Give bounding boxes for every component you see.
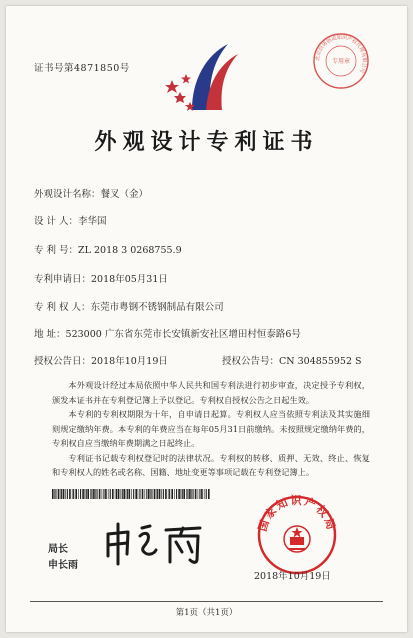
- design-name-row: [34, 186, 148, 200]
- svg-text:北京信诺创成知识产权代理有限公司: [314, 34, 368, 74]
- barcode-bar: [123, 489, 125, 499]
- barcode-bar: [72, 489, 73, 499]
- barcode-bar: [58, 489, 60, 499]
- barcode-bar: [118, 489, 120, 499]
- cnipa-logo-icon: [162, 40, 246, 116]
- barcode-bar: [145, 489, 146, 499]
- grant-date-label: 授权公告日：: [34, 356, 92, 367]
- barcode-bar: [127, 489, 128, 499]
- barcode-bar: [67, 489, 68, 499]
- designer-label: 设 计 人：: [34, 216, 79, 227]
- barcode-bar: [129, 489, 131, 499]
- barcode-bar: [63, 489, 65, 499]
- barcode-bar: [204, 489, 205, 499]
- barcode-bar: [122, 489, 123, 499]
- barcode-bar: [133, 489, 134, 499]
- barcode-bar: [178, 489, 180, 499]
- body-paragraph: 专利证书记载专利权登记时的法律状况。专利权的转移、质押、无效、终止、恢复和专利权人的姓名或名称、国籍、地址变更等事项记载在专利登记簿上。: [52, 452, 370, 477]
- stamp-date: 2018年10月19日: [254, 571, 331, 582]
- barcode-bar: [156, 489, 157, 499]
- barcode-bar: [78, 489, 79, 499]
- certificate-body: [52, 378, 370, 480]
- barcode-bar: [115, 489, 116, 499]
- barcode-bar: [206, 489, 207, 499]
- barcode-bar: [95, 489, 96, 499]
- grant-date-row: [34, 353, 168, 367]
- grant-number-row: [222, 353, 362, 367]
- barcode-bar: [55, 489, 56, 499]
- barcode-bar: [73, 489, 74, 499]
- barcode-bar: [199, 489, 200, 499]
- cnipa-official-stamp: [255, 493, 339, 577]
- grant-date-value: 2018年10月19日: [91, 356, 168, 367]
- barcode-bar: [54, 489, 55, 499]
- barcode-bar: [174, 489, 175, 499]
- barcode-bar: [93, 489, 95, 499]
- barcode-bar: [108, 489, 109, 499]
- director-signature: [100, 514, 210, 574]
- barcode-bar: [105, 489, 107, 499]
- barcode-bar: [75, 489, 77, 499]
- barcode-bar: [86, 489, 87, 499]
- barcode-bar: [150, 489, 151, 499]
- grant-number-value: CN 304855952 S: [279, 356, 362, 367]
- stamp-text: 国家知识产权局: [255, 494, 339, 533]
- barcode-bar: [186, 489, 187, 499]
- barcode-bar: [198, 489, 199, 499]
- barcode-bar: [154, 489, 156, 499]
- svg-text:国家知识产权局: [255, 493, 338, 533]
- page-number: 第1页（共1页）: [175, 608, 238, 618]
- barcode-bar: [116, 489, 117, 499]
- certificate-number: 证书号第4871850号: [34, 63, 130, 74]
- barcode-bar: [131, 489, 132, 499]
- official-name: 申长雨: [48, 560, 78, 571]
- patent-number-row: [34, 242, 182, 256]
- designer-value: 李华国: [78, 216, 107, 227]
- body-paragraph: 本专利的专利权期限为十年，自申请日起算。专利权人应当依照专利法及其实施细则规定缴纳年费。本专利的年费应当在每年05月31日前缴纳。未按照规定缴纳年费的，专利权自应当缴纳年费期满之日起终止。: [52, 409, 370, 448]
- footer-divider: [30, 601, 383, 602]
- barcode-bar: [102, 489, 103, 499]
- barcode-bar: [60, 489, 61, 499]
- grant-number-label: 授权公告号：: [222, 356, 280, 367]
- filing-date-value: 2018年05月31日: [91, 274, 168, 285]
- document-title: 外观设计专利证书: [94, 129, 319, 155]
- barcode-bar: [146, 489, 147, 499]
- barcode-bar: [90, 489, 91, 499]
- barcode-bar: [138, 489, 139, 499]
- barcode-bar: [169, 489, 170, 499]
- barcode-bar: [157, 489, 158, 499]
- patentee-label: 专 利 权 人：: [34, 302, 91, 313]
- barcode-bar: [165, 489, 167, 499]
- barcode-bar: [142, 489, 144, 499]
- barcode-bar: [99, 489, 101, 499]
- filing-date-row: [34, 271, 168, 285]
- patent-number-value: ZL 2018 3 0268755.9: [78, 245, 182, 256]
- barcode-bar: [139, 489, 140, 499]
- patentee-value: 东莞市粤钢不锈钢制品有限公司: [90, 302, 224, 313]
- barcode-bar: [181, 489, 182, 499]
- patent-number-label: 专 利 号：: [34, 245, 79, 256]
- barcode-bar: [87, 489, 89, 499]
- barcode-bar: [97, 489, 98, 499]
- barcode-bar: [52, 489, 54, 499]
- barcode-bar: [91, 489, 92, 499]
- barcode-bar: [163, 489, 164, 499]
- design-name-value: 餐叉（金）: [100, 189, 149, 200]
- barcode-bar: [112, 489, 114, 499]
- patentee-row: [34, 299, 224, 313]
- agency-seal-text: 北京信诺创成知识产权代理有限公司: [314, 34, 368, 74]
- barcode-bar: [183, 489, 185, 499]
- address-label: 地 址：: [34, 329, 66, 340]
- address-value: 523000 广东省东莞市长安镇新安社区增田村恒泰路6号: [65, 329, 301, 340]
- designer-row: [34, 213, 107, 227]
- barcode-bar: [176, 489, 177, 499]
- barcode-bar: [193, 489, 194, 499]
- barcode-bar: [171, 489, 173, 499]
- barcode-bar: [126, 489, 127, 499]
- barcode-bar: [69, 489, 71, 499]
- barcode-bar: [148, 489, 150, 499]
- filing-date-label: 专利申请日：: [34, 274, 92, 285]
- agency-seal-center-text: 专用章: [331, 58, 351, 65]
- barcode-bar: [110, 489, 111, 499]
- design-name-label: 外观设计名称：: [34, 189, 101, 200]
- barcode-bar: [61, 489, 62, 499]
- official-title: 局长: [48, 544, 68, 555]
- barcode-bar: [182, 489, 183, 499]
- barcode-bar: [191, 489, 192, 499]
- barcode-bar: [120, 489, 121, 499]
- barcode-bar: [65, 489, 66, 499]
- barcode-bar: [85, 489, 86, 499]
- barcode-bar: [201, 489, 203, 499]
- agency-seal: [312, 32, 370, 90]
- barcode-bar: [168, 489, 169, 499]
- barcode-bar: [82, 489, 84, 499]
- barcode-bar: [208, 489, 210, 499]
- barcode-bar: [161, 489, 162, 499]
- barcode-bar: [135, 489, 137, 499]
- barcode-bar: [151, 489, 152, 499]
- national-emblem-icon: [284, 526, 310, 552]
- barcode-bar: [80, 489, 81, 499]
- barcode-bar: [189, 489, 191, 499]
- barcode-bar: [187, 489, 188, 499]
- body-paragraph: 本外观设计经过本局依照中华人民共和国专利法进行初步审查，决定授予专利权，颁发本证书并在专利登记簿上予以登记。专利权自授权公告之日起生效。: [52, 380, 370, 405]
- barcode-bar: [195, 489, 197, 499]
- barcode-bar: [159, 489, 161, 499]
- barcode: [52, 489, 212, 499]
- address-row: [34, 326, 301, 340]
- barcode-bar: [103, 489, 104, 499]
